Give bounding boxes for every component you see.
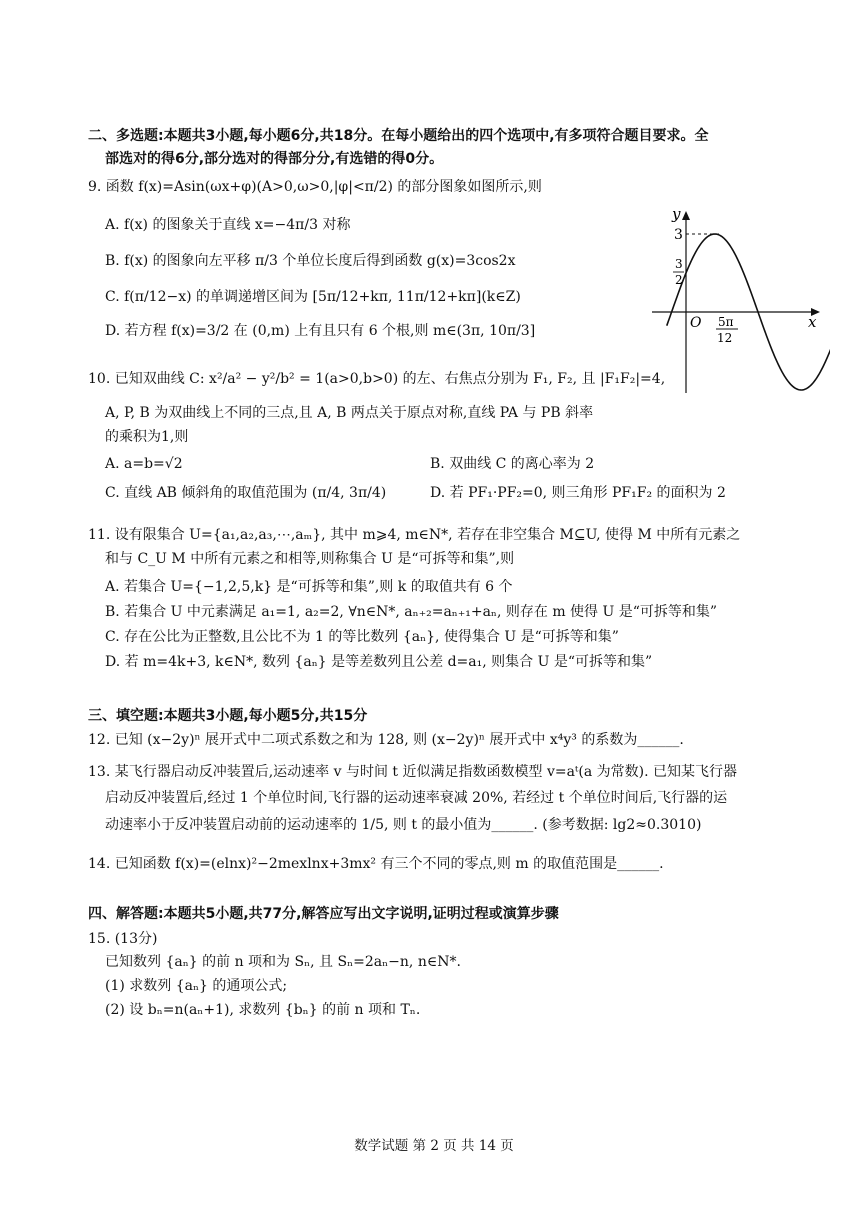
q11-stem-line2: 和与 C_U M 中所有元素之和相等,则称集合 U 是“可拆等和集”,则 xyxy=(105,551,515,567)
q9-stem: 9. 函数 f(x)=Asin(ωx+φ)(A>0,ω>0,|φ|<π/2) 的部分图象如图所示,则 xyxy=(88,179,542,195)
section3-title: 三、填空题:本题共3小题,每小题5分,共15分 xyxy=(88,708,368,724)
q10-option-c: C. 直线 AB 倾斜角的取值范围为 (π/4, 3π/4) xyxy=(105,485,387,501)
q10-option-d: D. 若 PF₁·PF₂=0, 则三角形 PF₁F₂ 的面积为 2 xyxy=(430,485,726,501)
q15-part1: (1) 求数列 {aₙ} 的通项公式; xyxy=(105,978,288,994)
origin-label: O xyxy=(690,315,702,331)
label-3-2-den: 2 xyxy=(675,273,683,287)
q13-line3: 动速率小于反冲装置启动前的运动速率的 1/5, 则 t 的最小值为______. (参考数据: lg2≈0.3010) xyxy=(105,817,702,833)
q11-stem-line1: 11. 设有限集合 U={a₁,a₂,a₃,⋯,aₘ}, 其中 m⩾4, m∈N*, 若存在非空集合 M⊆U, 使得 M 中所有元素之 xyxy=(88,527,741,543)
page-footer: 数学试题 第 2 页 共 14 页 xyxy=(354,1138,514,1154)
q9-option-b: B. f(x) 的图象向左平移 π/3 个单位长度后得到函数 g(x)=3cos2x xyxy=(105,253,516,269)
q13-line2: 启动反冲装置后,经过 1 个单位时间,飞行器的运动速率衰减 20%, 若经过 t 个单位时间后,飞行器的运 xyxy=(105,790,728,806)
y-axis-arrow xyxy=(682,211,690,220)
section2-title-line1: 二、多选题:本题共3小题,每小题6分,共18分。在每小题给出的四个选项中,有多项符合题目要求。全 xyxy=(88,128,709,144)
q13-line1: 13. 某飞行器启动反冲装置后,运动速率 v 与时间 t 近似满足指数函数模型 v=aᵗ(a 为常数). 已知某飞行器 xyxy=(88,764,738,780)
label-5pi-den: 12 xyxy=(717,331,733,345)
q11-option-d: D. 若 m=4k+3, k∈N*, 数列 {aₙ} 是等差数列且公差 d=a₁, 则集合 U 是“可拆等和集” xyxy=(105,654,653,670)
q11-option-c: C. 存在公比为正整数,且公比不为 1 的等比数列 {aₙ}, 使得集合 U 是“可拆等和集” xyxy=(105,629,619,645)
x-axis-label: x xyxy=(808,313,817,331)
q11-option-b: B. 若集合 U 中元素满足 a₁=1, a₂=2, ∀n∈N*, aₙ₊₂=aₙ₊₁+aₙ, 则存在 m 使得 U 是“可拆等和集” xyxy=(105,604,718,620)
label-3-over-2 xyxy=(673,257,684,287)
sine-graph xyxy=(650,205,830,395)
label-5pi-over-12 xyxy=(716,315,738,345)
q15-line1: 已知数列 {aₙ} 的前 n 项和为 Sₙ, 且 Sₙ=2aₙ−n, n∈N*. xyxy=(105,954,461,970)
q9-option-c: C. f(π/12−x) 的单调递增区间为 [5π/12+kπ, 11π/12+kπ](k∈Z) xyxy=(105,289,521,305)
label-3: 3 xyxy=(674,227,683,243)
section2-title-line2: 部选对的得6分,部分选对的得部分分,有选错的得0分。 xyxy=(105,151,444,167)
q9-option-d: D. 若方程 f(x)=3/2 在 (0,m) 上有且只有 6 个根,则 m∈(3π, 10π/3] xyxy=(105,323,536,339)
q15-header: 15. (13分) xyxy=(88,931,158,947)
q11-option-a: A. 若集合 U={−1,2,5,k} 是“可拆等和集”,则 k 的取值共有 6 个 xyxy=(105,579,513,595)
q10-stem-line2: A, P, B 为双曲线上不同的三点,且 A, B 两点关于原点对称,直线 PA 与 PB 斜率 xyxy=(105,405,594,421)
q10-option-a: A. a=b=√2 xyxy=(105,456,183,472)
section4-title: 四、解答题:本题共5小题,共77分,解答应写出文字说明,证明过程或演算步骤 xyxy=(88,906,559,922)
y-axis-label: y xyxy=(672,205,681,223)
q10-stem-line1: 10. 已知双曲线 C: x²/a² − y²/b² = 1(a>0,b>0) 的左、右焦点分别为 F₁, F₂, 且 |F₁F₂|=4, xyxy=(88,371,666,387)
q10-option-b: B. 双曲线 C 的离心率为 2 xyxy=(430,456,595,472)
q14-text: 14. 已知函数 f(x)=(elnx)²−2mexlnx+3mx² 有三个不同的零点,则 m 的取值范围是______. xyxy=(88,856,664,872)
q10-stem-line3: 的乘积为1,则 xyxy=(105,429,189,445)
label-5pi-num: 5π xyxy=(718,315,734,329)
label-3-2-num: 3 xyxy=(675,257,683,271)
q12-text: 12. 已知 (x−2y)ⁿ 展开式中二项式系数之和为 128, 则 (x−2y)ⁿ 展开式中 x⁴y³ 的系数为______. xyxy=(88,732,684,748)
q9-option-a: A. f(x) 的图象关于直线 x=−4π/3 对称 xyxy=(105,217,351,233)
q15-part2: (2) 设 bₙ=n(aₙ+1), 求数列 {bₙ} 的前 n 项和 Tₙ. xyxy=(105,1002,421,1018)
